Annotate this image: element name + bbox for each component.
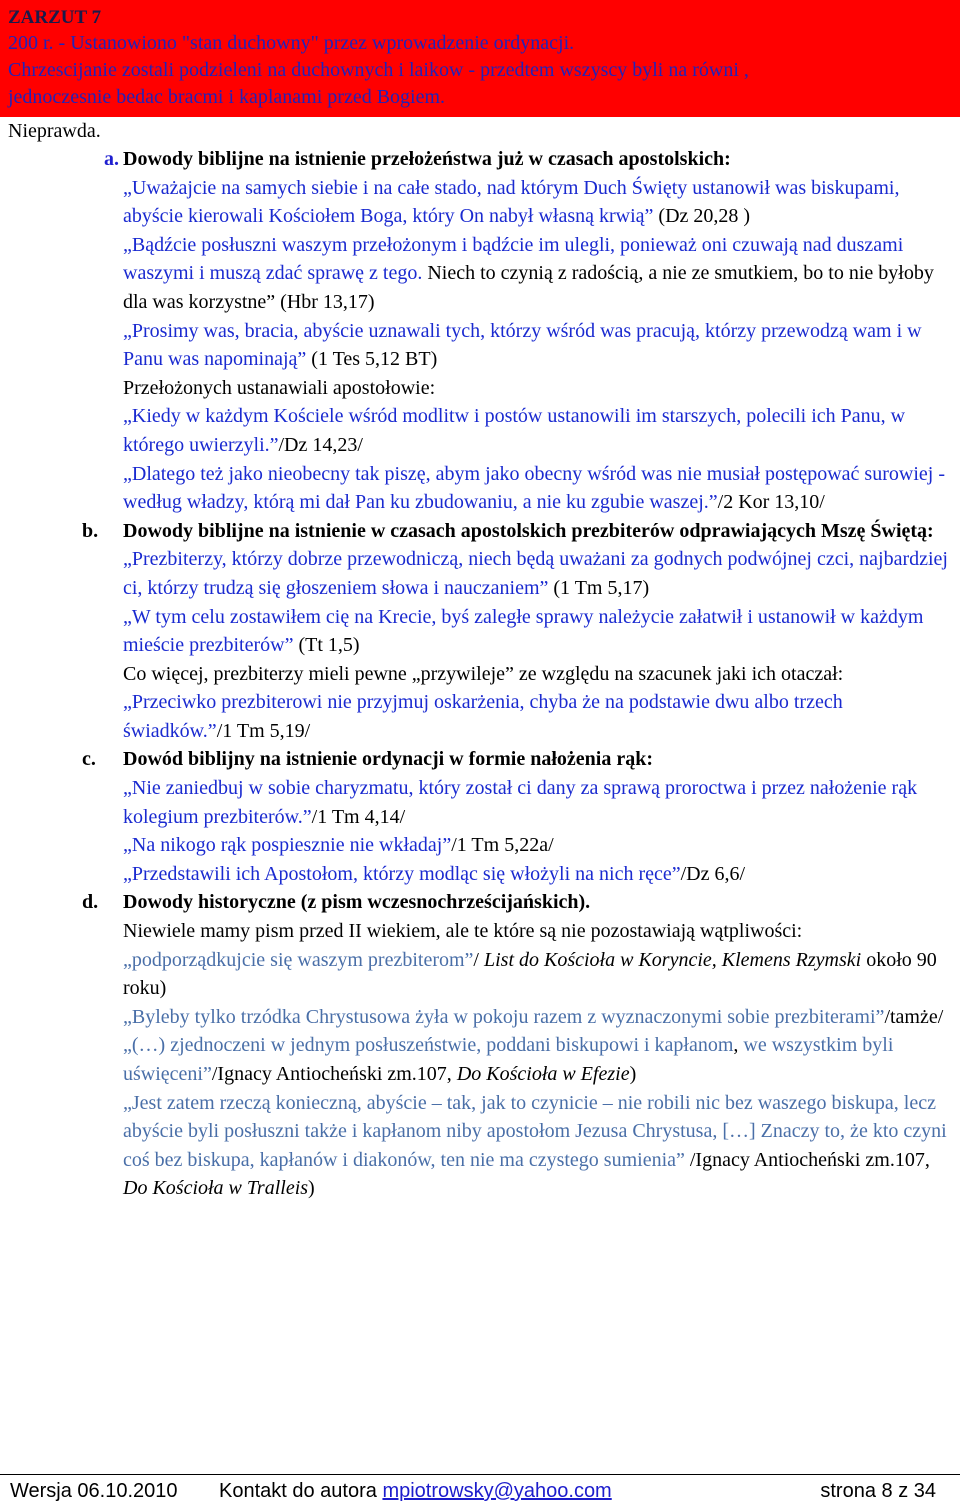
quote-1tes-5-12: „Prosimy was, bracia, abyście uznawali tych, którzy wśród was pracują, którzy przewodzą wam i w Panu was napominają” (1 Tes 5,12 BT): [123, 319, 922, 371]
section-c: [0, 745, 960, 888]
header-line-1: 200 r. - Ustanowiono "stan duchowny" przez wprowadzenie ordynacji.: [8, 32, 575, 54]
zarzut-title: ZARZUT 7: [8, 7, 102, 28]
red-header-box: [0, 0, 960, 117]
section-b-heading: Dowody biblijne na istnienie w czasach apostolskich prezbiterów odprawiających Mszę Świętą:: [123, 519, 934, 542]
quote-klemens: „podporządkujcie się waszym prezbiterom”/ List do Kościoła w Koryncie, Klemens Rzymski około 90 roku): [123, 948, 937, 1000]
contact-label: Kontakt do autora: [219, 1480, 377, 1502]
header-line-3: jednoczesnie bedac bracmi i kaplanami przed Bogiem.: [8, 86, 446, 108]
section-d-marker: d.: [82, 891, 99, 914]
paragraph-przywileje: Co więcej, prezbiterzy mieli pewne „przywileje” ze względu na szacunek jaki ich otaczał:: [123, 662, 844, 685]
section-a-marker: a.: [104, 148, 119, 170]
version-label: Wersja 06.10.2010: [10, 1480, 178, 1502]
section-a-heading: Dowody biblijne na istnienie przełożeństwa już w czasach apostolskich:: [123, 148, 731, 170]
section-d-heading: Dowody historyczne (z pism wczesnochrześcijańskich).: [123, 891, 591, 914]
contact-line: [219, 1476, 612, 1506]
section-c-marker: c.: [82, 748, 96, 771]
quote-dz-14-23: „Kiedy w każdym Kościele wśród modlitw i postów ustanowili im starszych, polecili ich Panu, w którego uwierzyli.”/Dz 14,23/: [123, 405, 906, 456]
section-b-marker: b.: [82, 519, 99, 542]
section-c-heading: Dowód biblijny na istnienie ordynacji w formie nałożenia rąk:: [123, 748, 654, 771]
quote-tt-1-5: „W tym celu zostawiłem cię na Krecie, byś zaległe sprawy należycie załatwił i ustanowił w każdym mieście prezbiterów” (Tt 1,5): [123, 605, 924, 657]
quote-1tm-5-22a: „Na nikogo rąk pospiesznie nie wkładaj”/1 Tm 5,22a/: [123, 834, 554, 857]
quote-1tm-5-17: „Prezbiterzy, którzy dobrze przewodniczą, niech będą uważani za godnych podwójnej czci, najbardziej ci, którzy trudzą się głoszeniem słowa i nauczaniem” (1 Tm 5,17): [123, 548, 948, 599]
quote-hbr-13-17: „Bądźcie posłuszni waszym przełożonym i bądźcie im ulegli, ponieważ oni czuwają nad duszami waszymi i muszą zdać sprawę z tego. Niech to czynią z radością, a nie ze smutkiem, bo to nie byłoby dla was korzystne” (Hbr 13,17): [123, 233, 934, 313]
page-number: strona 8 z 34: [820, 1480, 936, 1502]
section-b: [0, 517, 960, 746]
section-d: [0, 888, 960, 1203]
section-a: [0, 145, 960, 517]
quote-dz-6-6: „Przedstawili ich Apostołom, którzy modląc się włożyli na nich ręce”/Dz 6,6/: [123, 862, 746, 885]
author-email-link[interactable]: mpiotrowsky@yahoo.com: [382, 1480, 612, 1502]
paragraph-przelozonych: Przełożonych ustanawiali apostołowie:: [123, 376, 436, 399]
quote-1tm-4-14: „Nie zaniedbuj w sobie charyzmatu, który został ci dany za sprawą proroctwa i przez nałożenie rąk kolegium prezbiterów.”/1 Tm 4,14/: [123, 777, 918, 828]
quote-1tm-5-19: „Przeciwko prezbiterowi nie przyjmuj oskarżenia, chyba że na podstawie dwu albo trzech świadków.”/1 Tm 5,19/: [123, 691, 843, 742]
quote-ignacy-efez: „(…) zjednoczeni w jednym posłuszeństwie, poddani biskupowi i kapłanom, we wszystkim byli uświęceni”/Ignacy Antiocheński zm.107, Do Kościoła w Efezie): [123, 1034, 894, 1085]
document-body: [0, 145, 960, 1203]
paragraph-niewiele: Niewiele mamy pism przed II wiekiem, ale te które są nie pozostawiają wątpliwości:: [123, 920, 803, 943]
quote-ignacy-tralleis: „Jest zatem rzeczą konieczną, abyście – tak, jak to czynicie – nie robili nic bez waszego biskupa, lecz abyście byli posłuszni także i kapłanom niby apostołom Jezusa Chrystusa, […] Znaczy to, że kto czyni coś bez biskupa, kapłanów i diakonów, ten nie ma czystego sumienia” /Ignacy Antiocheński zm.107, Do Kościoła w Tralleis): [123, 1091, 947, 1200]
quote-tamze: „Byleby tylko trzódka Chrystusowa żyła w pokoju razem z wyznaczonymi sobie prezbiterami”/tamże/: [123, 1005, 944, 1028]
quote-dz-20-28: „Uważajcie na samych siebie i na całe stado, nad którym Duch Święty ustanowił was biskupami, abyście kierowali Kościołem Boga, który On nabył własną krwią” (Dz 20,28 ): [123, 176, 900, 228]
verdict-label: Nieprawda.: [8, 120, 101, 142]
page-footer: [0, 1474, 960, 1507]
header-line-2: Chrzescijanie zostali podzieleni na duchownych i laikow - przedtem wszyscy byli na równi ,: [8, 59, 749, 81]
quote-2kor-13-10: „Dlatego też jako nieobecny tak piszę, abym jako obecny wśród was nie musiał postępować surowiej - według władzy, którą mi dał Pan ku zbudowaniu, a nie ku zgubie waszej.”/2 Kor 13,10/: [123, 462, 945, 514]
